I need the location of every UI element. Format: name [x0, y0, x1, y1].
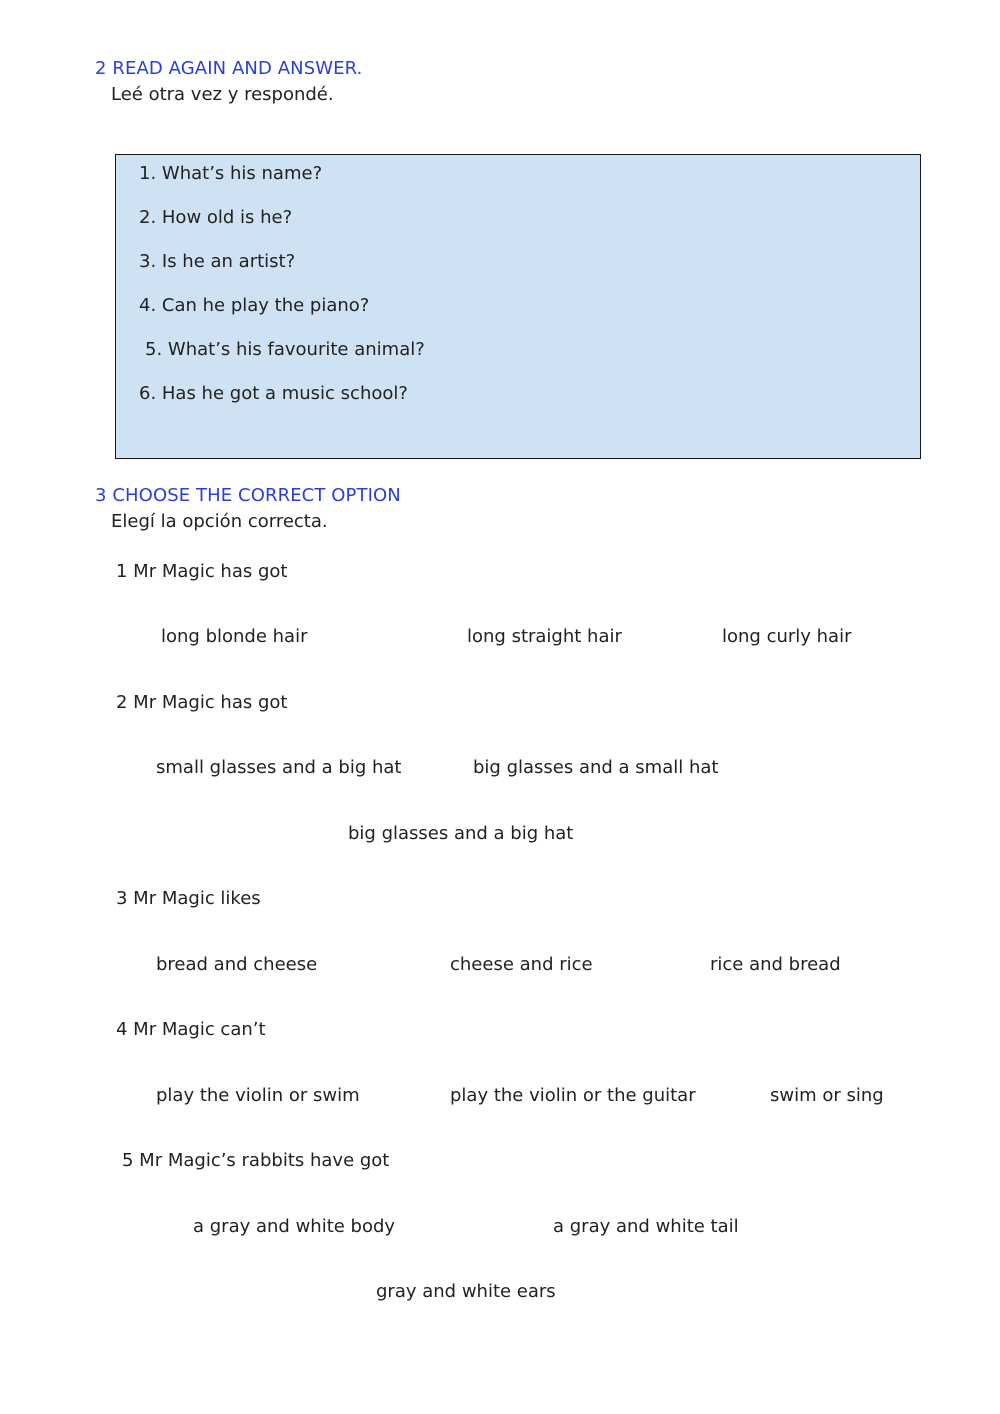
item-1-stem: 1 Mr Magic has got: [116, 561, 288, 582]
question-1: 1. What’s his name?: [139, 163, 323, 184]
item-4-option-b[interactable]: play the violin or the guitar: [450, 1085, 696, 1106]
item-5-option-b[interactable]: a gray and white tail: [553, 1216, 739, 1237]
item-2-option-a[interactable]: small glasses and a big hat: [156, 757, 402, 778]
item-3-option-a[interactable]: bread and cheese: [156, 954, 318, 975]
item-2-option-b[interactable]: big glasses and a small hat: [473, 757, 719, 778]
item-1-option-a[interactable]: long blonde hair: [161, 626, 308, 647]
question-6: 6. Has he got a music school?: [139, 383, 408, 404]
section-3-instruction: Elegí la opción correcta.: [111, 511, 328, 532]
item-2-stem: 2 Mr Magic has got: [116, 692, 288, 713]
item-2-option-c[interactable]: big glasses and a big hat: [348, 823, 574, 844]
item-4-stem: 4 Mr Magic can’t: [116, 1019, 266, 1040]
item-1-option-b[interactable]: long straight hair: [467, 626, 622, 647]
section-2-heading: 2 READ AGAIN AND ANSWER.: [95, 58, 363, 79]
item-4-option-a[interactable]: play the violin or swim: [156, 1085, 360, 1106]
question-3: 3. Is he an artist?: [139, 251, 296, 272]
section-2-instruction: Leé otra vez y respondé.: [111, 84, 334, 105]
item-1-option-c[interactable]: long curly hair: [722, 626, 852, 647]
item-3-stem: 3 Mr Magic likes: [116, 888, 261, 909]
section-3-heading: 3 CHOOSE THE CORRECT OPTION: [95, 485, 401, 506]
question-2: 2. How old is he?: [139, 207, 293, 228]
item-5-option-a[interactable]: a gray and white body: [193, 1216, 396, 1237]
item-3-option-b[interactable]: cheese and rice: [450, 954, 593, 975]
item-4-option-c[interactable]: swim or sing: [770, 1085, 884, 1106]
item-5-stem: 5 Mr Magic’s rabbits have got: [122, 1150, 390, 1171]
item-5-option-c[interactable]: gray and white ears: [376, 1281, 556, 1302]
item-3-option-c[interactable]: rice and bread: [710, 954, 841, 975]
question-4: 4. Can he play the piano?: [139, 295, 370, 316]
question-5: 5. What’s his favourite animal?: [145, 339, 425, 360]
